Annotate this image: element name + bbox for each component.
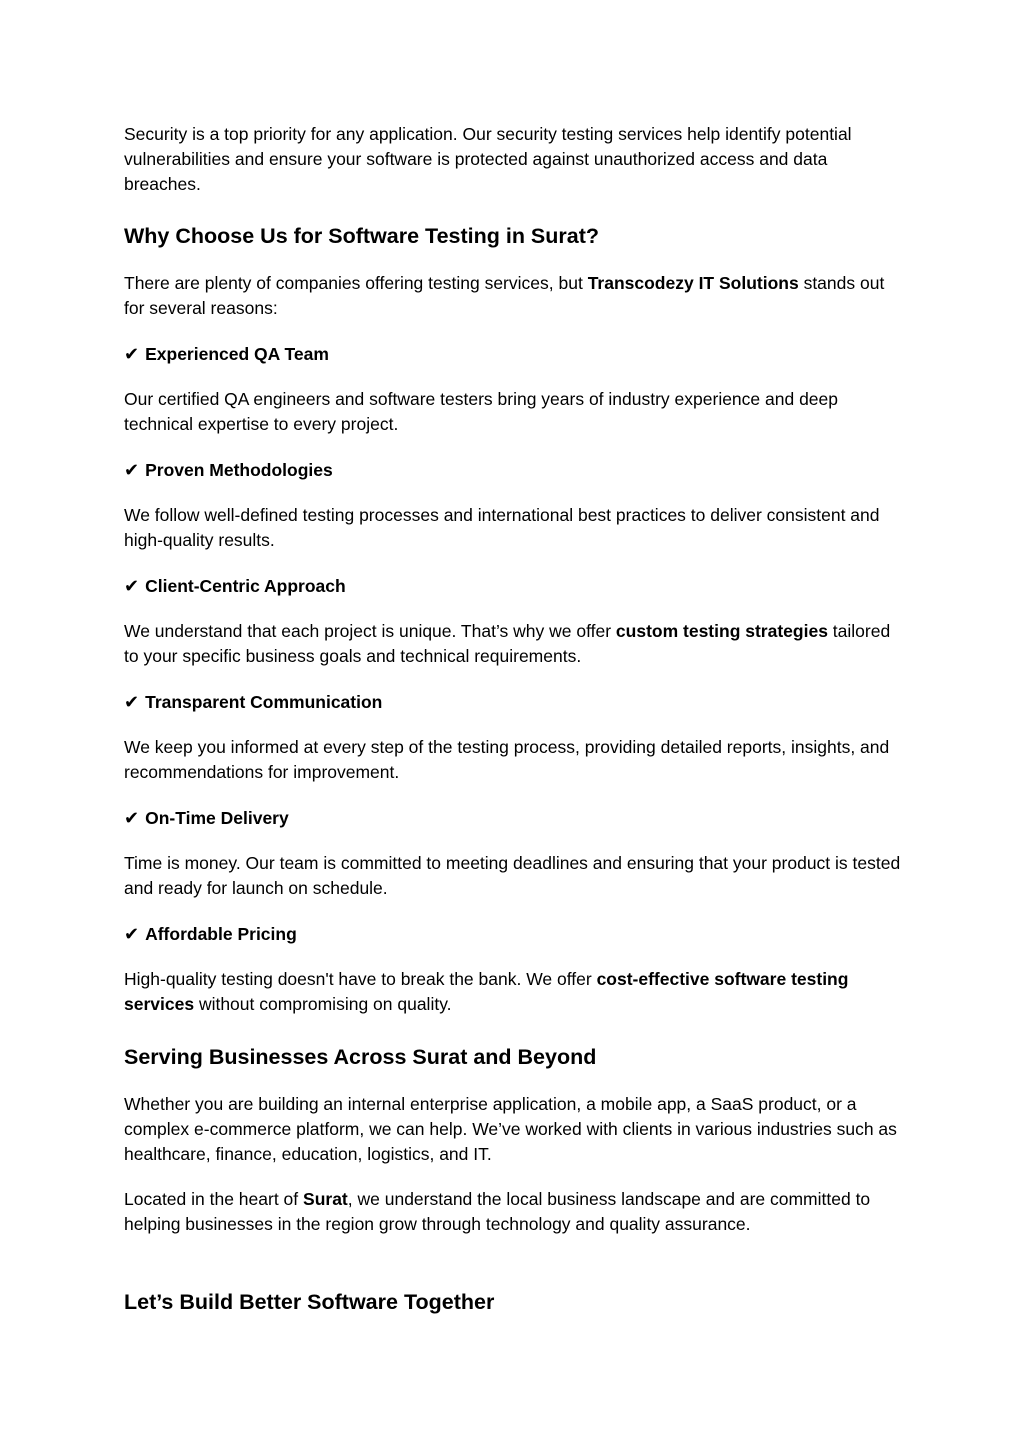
item-heading-transparent-communication — [124, 690, 904, 715]
item-body-proven-methodologies — [124, 503, 904, 553]
item-title: On-Time Delivery — [145, 808, 289, 828]
item-body-tail: tailored to your specific business goals and technical requirements. — [124, 621, 891, 666]
city-name: Surat — [303, 1189, 348, 1209]
item-body-experienced-qa-team — [124, 387, 904, 437]
serving-paragraph-2 — [124, 1187, 904, 1237]
item-body-text: Our certified QA engineers and software testers bring years of industry experience and deep technical expertise to every project. — [124, 389, 839, 434]
serving-heading: Serving Businesses Across Surat and Beyond — [124, 1045, 597, 1069]
item-title: Experienced QA Team — [145, 344, 329, 364]
item-heading-experienced-qa-team — [124, 342, 904, 367]
item-body-bold: cost-effective software testing services — [124, 969, 849, 1014]
serving-p2-text: Located in the heart of — [124, 1189, 304, 1209]
check-icon: ✔ — [124, 460, 140, 481]
check-icon: ✔ — [124, 808, 140, 829]
company-name: Transcodezy IT Solutions — [587, 273, 799, 293]
item-body-text: We follow well-defined testing processes and international best practices to deliver consistent and high-quality results. — [124, 505, 880, 550]
item-heading-client-centric-approach — [124, 574, 904, 599]
item-body-text: We keep you informed at every step of the testing process, providing detailed reports, insights, and recommendations for improvement. — [124, 737, 890, 782]
item-heading-proven-methodologies — [124, 458, 904, 483]
why-lead-text: There are plenty of companies offering testing services, but — [124, 273, 588, 293]
item-title: Transparent Communication — [145, 692, 383, 712]
item-title: Proven Methodologies — [145, 460, 333, 480]
item-body-bold: custom testing strategies — [615, 621, 828, 641]
item-body-affordable-pricing — [124, 967, 904, 1017]
check-icon: ✔ — [124, 576, 140, 597]
why-lead-tail: stands out for several reasons: — [124, 273, 885, 318]
check-icon: ✔ — [124, 344, 140, 365]
item-body-text: Time is money. Our team is committed to meeting deadlines and ensuring that your product is tested and ready for launch on schedule. — [124, 853, 901, 898]
why-choose-us-heading: Why Choose Us for Software Testing in Surat? — [124, 224, 600, 248]
intro-paragraph: Security is a top priority for any application. Our security testing services help identify potential vulnerabilities and ensure your software is protected against unauthorized access and data breaches. — [124, 124, 852, 194]
serving-p2-tail: , we understand the local business landscape and are committed to helping businesses in the region grow through technology and quality assurance. — [124, 1189, 871, 1234]
item-body-client-centric-approach — [124, 619, 904, 669]
item-title: Client-Centric Approach — [145, 576, 346, 596]
serving-paragraph-1: Whether you are building an internal enterprise application, a mobile app, a SaaS product, or a complex e-commerce platform, we can help. We’ve worked with clients in various industries such as healthcare, finance, education, logistics, and IT. — [124, 1094, 897, 1164]
item-body-text: We understand that each project is unique. That’s why we offer — [124, 621, 616, 641]
item-body-transparent-communication — [124, 735, 904, 785]
item-heading-affordable-pricing — [124, 922, 904, 947]
item-body-on-time-delivery — [124, 851, 904, 901]
item-body-text: High-quality testing doesn't have to break the bank. We offer — [124, 969, 597, 989]
item-title: Affordable Pricing — [145, 924, 297, 944]
why-lead-paragraph — [124, 271, 904, 321]
item-body-tail: without compromising on quality. — [194, 994, 452, 1014]
item-heading-on-time-delivery — [124, 806, 904, 831]
check-icon: ✔ — [124, 692, 140, 713]
check-icon: ✔ — [124, 924, 140, 945]
closing-heading: Let’s Build Better Software Together — [124, 1290, 495, 1314]
